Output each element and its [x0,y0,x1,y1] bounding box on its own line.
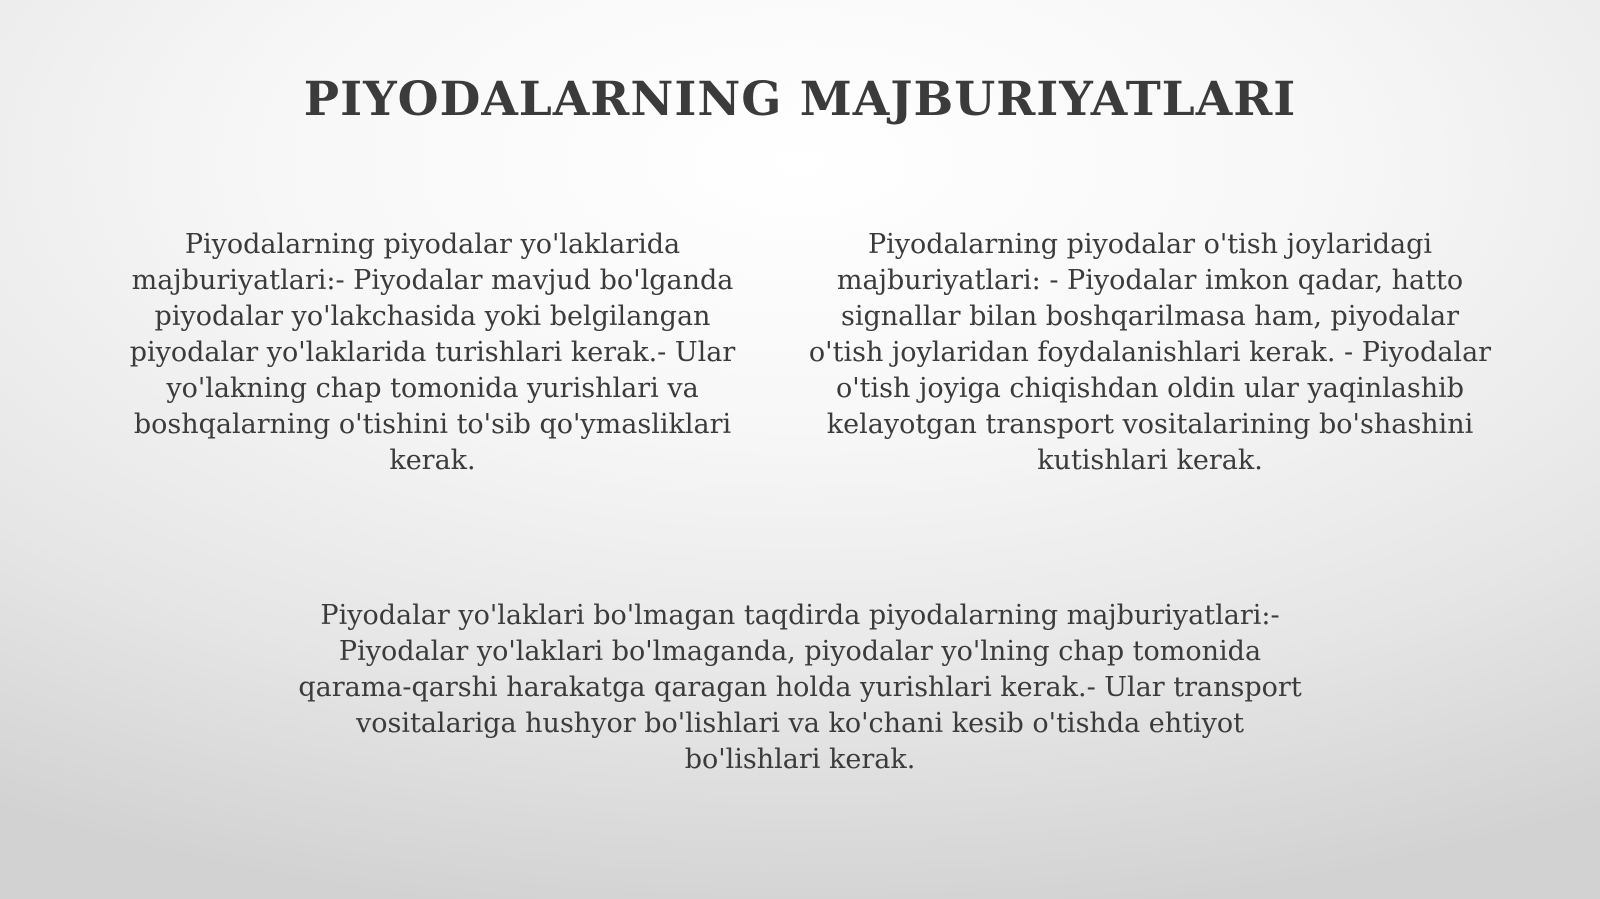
no-sidewalk-duties-text: Piyodalar yo'laklari bo'lmagan taqdirda piyodalarning majburiyatlari:- Piyodalar yo'laklari bo'lmaganda, piyodalar yo'lning chap tomonida qarama-qarshi harakatga qaragan holda yurishlari kerak.- Ular transport vositalariga hushyor bo'lishlari va ko'chani kesib o'tishda ehtiyot bo'lishlari kerak. [298,600,1302,775]
crossing-duties-text: Piyodalarning piyodalar o'tish joylaridagi majburiyatlari: - Piyodalar imkon qadar, hatto signallar bilan boshqarilmasa ham, piyodalar o'tish joylaridan foydalanishlari kerak. - Piyodalar o'tish joyiga chiqishdan oldin ular yaqinlashib kelayotgan transport vositalarining bo'shashini kutishlari kerak. [808,229,1492,476]
slide-title: PIYODALARNING MAJBURIYATLARI [303,72,1297,127]
sidewalk-duties-text: Piyodalarning piyodalar yo'laklarida majburiyatlari:- Piyodalar mavjud bo'lganda piyodalar yo'lakchasida yoki belgilangan piyodalar yo'laklarida turishlari kerak.- Ular yo'lakning chap tomonida yurishlari va boshqalarning o'tishini to'sib qo'ymasliklari kerak. [129,229,736,476]
